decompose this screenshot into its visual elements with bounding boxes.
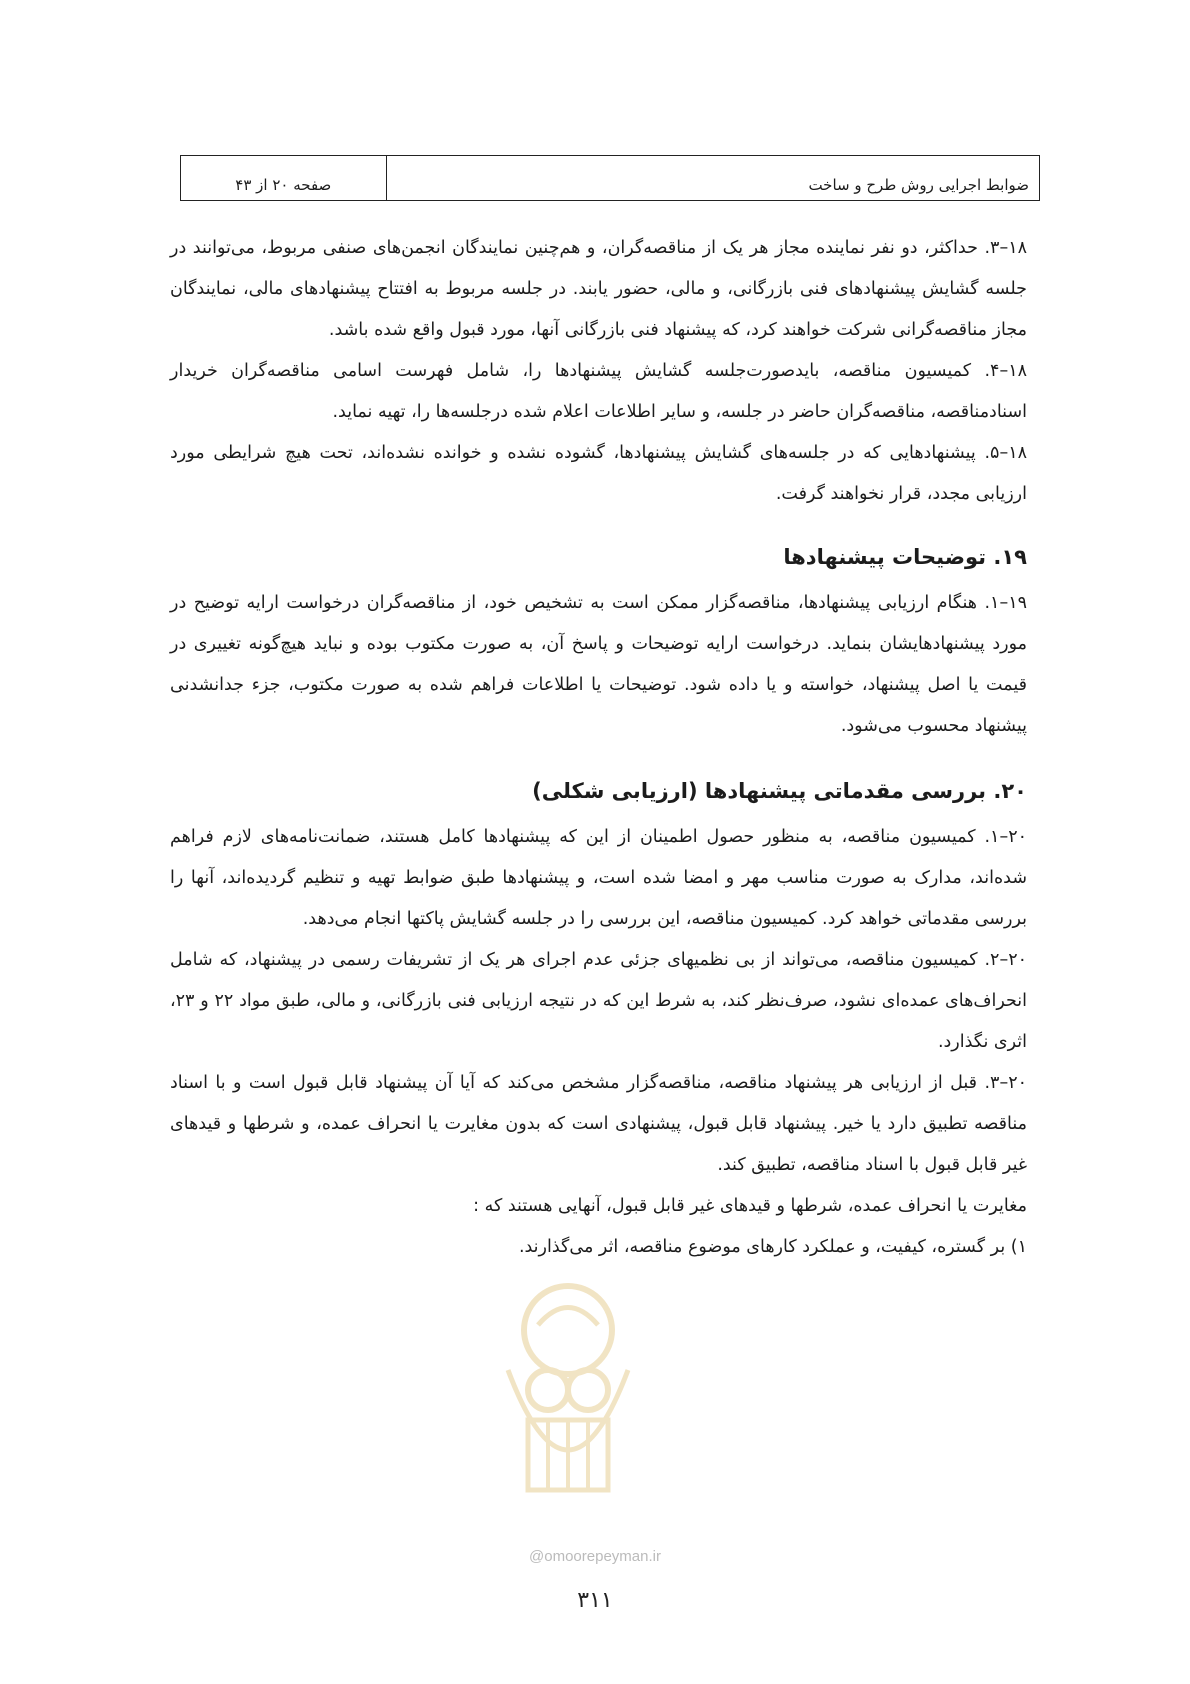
document-title: ضوابط اجرایی روش طرح و ساخت	[386, 156, 1039, 200]
watermark-seal-icon	[488, 1270, 648, 1530]
paragraph-20-3-item-1: ۱) بر گستره، کیفیت، و عملکرد کارهای موضوع مناقصه، اثر می‌گذارند.	[518, 1237, 1027, 1257]
paragraph-18-5: ۱۸–۵. پیشنهادهایی که در جلسه‌های گشایش پیشنهادها، گشوده نشده و خوانده نشده‌اند، تحت هیچ شرایطی مورد ارزیابی مجدد، قرار نخواهند گرفت.	[170, 443, 1027, 504]
page-counter: صفحه ۲۰ از ۴۳	[235, 176, 332, 194]
document-body	[170, 228, 1027, 1268]
paragraph-18-4: ۱۸–۴. کمیسیون مناقصه، بایدصورت‌جلسه گشایش پیشنهادها را، شامل فهرست اسامی مناقصه‌گران خریدار اسنادمناقصه، مناقصه‌گران حاضر در جلسه، و سایر اطلاعات اعلام شده درجلسه‌ها را، تهیه نماید.	[170, 361, 1027, 422]
page-number: ۳۱۱	[577, 1588, 613, 1613]
watermark-site-text: @omoorepeyman.ir	[529, 1548, 661, 1565]
paragraph-19-1: ۱۹–۱. هنگام ارزیابی پیشنهادها، مناقصه‌گزار ممکن است به تشخیص خود، از مناقصه‌گران درخواست ارایه توضیح در مورد پیشنهادهایشان بنماید. درخواست ارایه توضیحات و پاسخ آن، به صورت مکتوب بوده و نباید هیچ‌گونه تغییری در قیمت یا اصل پیشنهاد، خواسته و یا داده شود. توضیحات یا اطلاعات فراهم شده به صورت مکتوب، جزء جدانشدنی پیشنهاد محسوب می‌شود.	[170, 593, 1027, 736]
section-heading-19: ۱۹. توضیحات پیشنهادها	[783, 545, 1027, 569]
page-header-table	[180, 155, 1040, 201]
paragraph-20-1: ۲۰–۱. کمیسیون مناقصه، به منظور حصول اطمینان از این که پیشنهادها کامل هستند، ضمانت‌نامه‌های لازم فراهم شده‌اند، مدارک به صورت مناسب مهر و امضا شده است، و پیشنهادها طبق ضوابط تهیه و تنظیم گردیده‌اند، آنها را بررسی مقدماتی خواهد کرد. کمیسیون مناقصه، این بررسی را در جلسه گشایش پاکتها انجام می‌دهد.	[170, 827, 1027, 929]
paragraph-20-2: ۲۰–۲. کمیسیون مناقصه، می‌تواند از بی نظمیهای جزئی عدم اجرای هر یک از تشریفات رسمی در پیشنهاد، که شامل انحراف‌های عمده‌ای نشود، صرف‌نظر کند، به شرط این که در نتیجه ارزیابی فنی بازرگانی، و مالی، طبق مواد ۲۲ و ۲۳، اثری نگذارد.	[170, 950, 1028, 1052]
paragraph-20-3-definition: مغایرت یا انحراف عمده، شرطها و قیدهای غیر قابل قبول، آنهایی هستند که :	[473, 1196, 1027, 1216]
paragraph-18-3: ۱۸–۳. حداکثر، دو نفر نماینده مجاز هر یک از مناقصه‌گران، و هم‌چنین نمایندگان انجمن‌های صنفی مربوط، می‌توانند در جلسه گشایش پیشنهادهای فنی بازرگانی، و مالی، حضور یابند. در جلسه مربوط به افتتاح پیشنهادهای مالی، نمایندگان مجاز مناقصه‌گرانی شرکت خواهند کرد، که پیشنهاد فنی بازرگانی آنها، مورد قبول واقع شده باشد.	[170, 238, 1027, 340]
paragraph-20-3: ۲۰–۳. قبل از ارزیابی هر پیشنهاد مناقصه، مناقصه‌گزار مشخص می‌کند که آیا آن پیشنهاد قابل قبول است و با اسناد مناقصه تطبیق دارد یا خیر. پیشنهاد قابل قبول، پیشنهادی است که بدون مغایرت یا انحراف عمده، و شرطها و قیدهای غیر قابل قبول با اسناد مناقصه، تطبیق کند.	[170, 1073, 1027, 1175]
section-heading-20: ۲۰. بررسی مقدماتی پیشنهادها (ارزیابی شکلی)	[532, 779, 1027, 803]
